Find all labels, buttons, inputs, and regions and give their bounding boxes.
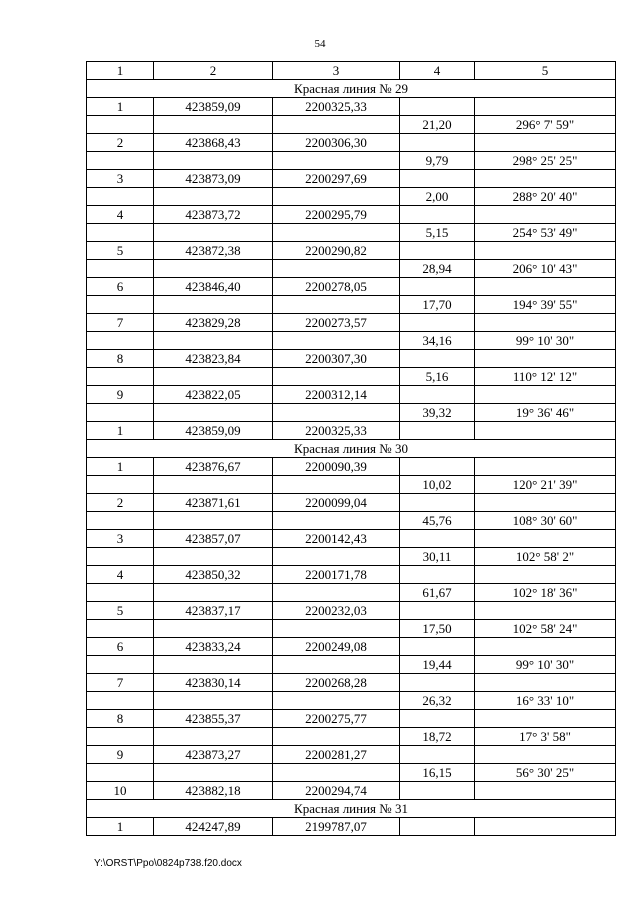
table-cell bbox=[273, 476, 400, 494]
table-row bbox=[87, 566, 616, 584]
table-cell bbox=[154, 152, 273, 170]
table-row bbox=[87, 332, 616, 350]
table-cell bbox=[273, 728, 400, 746]
table-row bbox=[87, 782, 616, 800]
table-cell: 423837,17 bbox=[154, 602, 273, 620]
table-cell: 423872,38 bbox=[154, 242, 273, 260]
table-row bbox=[87, 746, 616, 764]
table-cell: 298° 25' 25" bbox=[475, 152, 616, 170]
table-cell: 2200232,03 bbox=[273, 602, 400, 620]
table-row bbox=[87, 422, 616, 440]
table-row bbox=[87, 530, 616, 548]
table-cell bbox=[154, 368, 273, 386]
table-cell bbox=[273, 656, 400, 674]
header-cell: 1 bbox=[87, 62, 154, 80]
table-cell: 102° 58' 24" bbox=[475, 620, 616, 638]
table-cell bbox=[154, 548, 273, 566]
table-row bbox=[87, 260, 616, 278]
table-row bbox=[87, 386, 616, 404]
table-cell bbox=[273, 404, 400, 422]
table-cell: 16° 33' 10" bbox=[475, 692, 616, 710]
table-cell bbox=[400, 638, 475, 656]
table-cell bbox=[87, 188, 154, 206]
table-cell: 99° 10' 30" bbox=[475, 656, 616, 674]
table-cell bbox=[273, 620, 400, 638]
table-cell: 2200306,30 bbox=[273, 134, 400, 152]
table-cell bbox=[475, 134, 616, 152]
table-cell: 7 bbox=[87, 674, 154, 692]
section-title-row bbox=[87, 80, 616, 98]
table-cell bbox=[400, 350, 475, 368]
table-cell: 2200295,79 bbox=[273, 206, 400, 224]
header-cell: 4 bbox=[400, 62, 475, 80]
table-cell: 2200142,43 bbox=[273, 530, 400, 548]
table-cell: 110° 12' 12" bbox=[475, 368, 616, 386]
table-cell: 8 bbox=[87, 350, 154, 368]
table-cell: 194° 39' 55" bbox=[475, 296, 616, 314]
table-row bbox=[87, 620, 616, 638]
table-cell bbox=[400, 674, 475, 692]
table-cell: 9 bbox=[87, 746, 154, 764]
header-cell: 5 bbox=[475, 62, 616, 80]
table-row bbox=[87, 584, 616, 602]
table-row bbox=[87, 764, 616, 782]
coordinates-table bbox=[86, 61, 616, 836]
table-cell: 17,70 bbox=[400, 296, 475, 314]
table-cell: 2200325,33 bbox=[273, 98, 400, 116]
table-cell bbox=[475, 494, 616, 512]
table-cell bbox=[475, 206, 616, 224]
table-cell: 16,15 bbox=[400, 764, 475, 782]
table-cell bbox=[87, 152, 154, 170]
table-cell: 2200275,77 bbox=[273, 710, 400, 728]
table-cell: 7 bbox=[87, 314, 154, 332]
table-cell bbox=[400, 710, 475, 728]
table-cell bbox=[87, 548, 154, 566]
table-cell bbox=[400, 746, 475, 764]
table-cell bbox=[154, 260, 273, 278]
section-title: Красная линия № 30 bbox=[87, 440, 616, 458]
table-cell bbox=[475, 782, 616, 800]
table-cell: 2200325,33 bbox=[273, 422, 400, 440]
table-cell bbox=[475, 638, 616, 656]
table-cell bbox=[273, 188, 400, 206]
table-cell: 17° 3' 58" bbox=[475, 728, 616, 746]
table-cell bbox=[475, 566, 616, 584]
table-cell: 18,72 bbox=[400, 728, 475, 746]
table-cell bbox=[475, 674, 616, 692]
table-cell: 9 bbox=[87, 386, 154, 404]
table-cell bbox=[273, 260, 400, 278]
table-cell bbox=[154, 188, 273, 206]
table-cell bbox=[87, 584, 154, 602]
table-cell: 423829,28 bbox=[154, 314, 273, 332]
table-cell bbox=[475, 170, 616, 188]
table-cell bbox=[273, 548, 400, 566]
table-row bbox=[87, 116, 616, 134]
table-cell: 26,32 bbox=[400, 692, 475, 710]
table-cell bbox=[273, 692, 400, 710]
table-row bbox=[87, 278, 616, 296]
table-row bbox=[87, 98, 616, 116]
table-cell: 10 bbox=[87, 782, 154, 800]
table-cell: 2200171,78 bbox=[273, 566, 400, 584]
table-cell: 17,50 bbox=[400, 620, 475, 638]
table-cell bbox=[154, 404, 273, 422]
table-cell: 3 bbox=[87, 530, 154, 548]
table-cell: 6 bbox=[87, 278, 154, 296]
table-cell bbox=[87, 656, 154, 674]
table-row bbox=[87, 296, 616, 314]
table-cell: 8 bbox=[87, 710, 154, 728]
table-row bbox=[87, 818, 616, 836]
table-row bbox=[87, 512, 616, 530]
table-cell: 423876,67 bbox=[154, 458, 273, 476]
table-cell bbox=[154, 692, 273, 710]
table-row bbox=[87, 710, 616, 728]
table-cell bbox=[400, 386, 475, 404]
table-row bbox=[87, 170, 616, 188]
table-cell: 4 bbox=[87, 566, 154, 584]
table-row bbox=[87, 368, 616, 386]
table-cell bbox=[87, 224, 154, 242]
table-cell: 3 bbox=[87, 170, 154, 188]
table-cell bbox=[400, 566, 475, 584]
table-cell: 61,67 bbox=[400, 584, 475, 602]
section-title-row bbox=[87, 440, 616, 458]
table-row bbox=[87, 350, 616, 368]
table-cell: 2200268,28 bbox=[273, 674, 400, 692]
table-cell: 2200281,27 bbox=[273, 746, 400, 764]
table-cell bbox=[154, 620, 273, 638]
table-cell: 5,16 bbox=[400, 368, 475, 386]
table-cell: 1 bbox=[87, 98, 154, 116]
table-cell: 30,11 bbox=[400, 548, 475, 566]
table-cell bbox=[87, 476, 154, 494]
section-title: Красная линия № 31 bbox=[87, 800, 616, 818]
table-row bbox=[87, 656, 616, 674]
table-cell bbox=[273, 584, 400, 602]
table-cell bbox=[273, 224, 400, 242]
table-cell: 34,16 bbox=[400, 332, 475, 350]
table-cell: 45,76 bbox=[400, 512, 475, 530]
table-cell: 102° 58' 2" bbox=[475, 548, 616, 566]
table-cell: 1 bbox=[87, 422, 154, 440]
header-cell: 2 bbox=[154, 62, 273, 80]
table-cell bbox=[273, 764, 400, 782]
table-cell bbox=[400, 170, 475, 188]
table-cell bbox=[475, 278, 616, 296]
table-cell bbox=[154, 296, 273, 314]
table-cell bbox=[154, 116, 273, 134]
table-cell: 2 bbox=[87, 134, 154, 152]
table-cell: 39,32 bbox=[400, 404, 475, 422]
table-cell: 423822,05 bbox=[154, 386, 273, 404]
table-cell bbox=[273, 296, 400, 314]
table-cell bbox=[475, 602, 616, 620]
table-body bbox=[87, 62, 616, 836]
table-row bbox=[87, 314, 616, 332]
table-cell: 4 bbox=[87, 206, 154, 224]
table-cell: 2200273,57 bbox=[273, 314, 400, 332]
table-cell bbox=[475, 818, 616, 836]
table-cell bbox=[154, 764, 273, 782]
table-row bbox=[87, 674, 616, 692]
table-cell bbox=[475, 458, 616, 476]
table-cell: 2200249,08 bbox=[273, 638, 400, 656]
table-cell: 2200297,69 bbox=[273, 170, 400, 188]
table-cell bbox=[400, 134, 475, 152]
table-cell: 19° 36' 46" bbox=[475, 404, 616, 422]
table-cell bbox=[400, 458, 475, 476]
table-cell: 423823,84 bbox=[154, 350, 273, 368]
table-row bbox=[87, 242, 616, 260]
table-cell bbox=[273, 512, 400, 530]
section-title-row bbox=[87, 800, 616, 818]
table-cell: 423857,07 bbox=[154, 530, 273, 548]
table-cell bbox=[273, 368, 400, 386]
table-cell: 423871,61 bbox=[154, 494, 273, 512]
table-cell bbox=[154, 728, 273, 746]
table-cell: 423873,27 bbox=[154, 746, 273, 764]
table-cell bbox=[273, 332, 400, 350]
table-row bbox=[87, 134, 616, 152]
table-cell: 21,20 bbox=[400, 116, 475, 134]
table-cell bbox=[154, 332, 273, 350]
table-cell bbox=[154, 476, 273, 494]
table-cell bbox=[154, 512, 273, 530]
table-cell bbox=[400, 530, 475, 548]
table-cell bbox=[475, 530, 616, 548]
table-cell bbox=[400, 818, 475, 836]
table-cell bbox=[273, 152, 400, 170]
header-cell: 3 bbox=[273, 62, 400, 80]
table-row bbox=[87, 548, 616, 566]
table-cell bbox=[475, 386, 616, 404]
table-cell bbox=[154, 224, 273, 242]
table-cell bbox=[87, 260, 154, 278]
table-cell: 2 bbox=[87, 494, 154, 512]
table-row bbox=[87, 152, 616, 170]
table-cell: 423868,43 bbox=[154, 134, 273, 152]
table-row bbox=[87, 476, 616, 494]
table-cell bbox=[87, 404, 154, 422]
table-cell bbox=[400, 278, 475, 296]
table-cell bbox=[273, 116, 400, 134]
table-cell: 2200090,39 bbox=[273, 458, 400, 476]
table-cell bbox=[87, 332, 154, 350]
table-cell: 296° 7' 59" bbox=[475, 116, 616, 134]
table-row bbox=[87, 602, 616, 620]
table-cell: 2200099,04 bbox=[273, 494, 400, 512]
table-cell: 423846,40 bbox=[154, 278, 273, 296]
table-row bbox=[87, 206, 616, 224]
table-cell: 2200294,74 bbox=[273, 782, 400, 800]
table-cell: 423873,72 bbox=[154, 206, 273, 224]
table-cell: 5,15 bbox=[400, 224, 475, 242]
table-row bbox=[87, 224, 616, 242]
table-cell: 56° 30' 25" bbox=[475, 764, 616, 782]
table-cell bbox=[475, 314, 616, 332]
table-cell: 5 bbox=[87, 242, 154, 260]
page-number: 54 bbox=[314, 38, 326, 50]
table-cell: 423882,18 bbox=[154, 782, 273, 800]
table-cell: 2,00 bbox=[400, 188, 475, 206]
table-cell: 99° 10' 30" bbox=[475, 332, 616, 350]
table-cell bbox=[154, 656, 273, 674]
table-row bbox=[87, 188, 616, 206]
table-cell: 423873,09 bbox=[154, 170, 273, 188]
table-cell: 2200307,30 bbox=[273, 350, 400, 368]
table-cell: 2199787,07 bbox=[273, 818, 400, 836]
table-row bbox=[87, 692, 616, 710]
table-cell bbox=[475, 746, 616, 764]
table-row bbox=[87, 638, 616, 656]
table-cell: 108° 30' 60" bbox=[475, 512, 616, 530]
table-cell: 120° 21' 39" bbox=[475, 476, 616, 494]
table-cell: 423830,14 bbox=[154, 674, 273, 692]
table-cell: 423850,32 bbox=[154, 566, 273, 584]
table-cell bbox=[87, 512, 154, 530]
table-cell bbox=[400, 98, 475, 116]
table-cell: 206° 10' 43" bbox=[475, 260, 616, 278]
table-row bbox=[87, 458, 616, 476]
table-cell bbox=[87, 116, 154, 134]
table-cell bbox=[475, 710, 616, 728]
table-cell bbox=[475, 242, 616, 260]
table-row bbox=[87, 404, 616, 422]
table-cell: 9,79 bbox=[400, 152, 475, 170]
table-cell: 28,94 bbox=[400, 260, 475, 278]
table-row bbox=[87, 728, 616, 746]
table-cell bbox=[475, 422, 616, 440]
table-cell: 102° 18' 36" bbox=[475, 584, 616, 602]
table-cell: 2200290,82 bbox=[273, 242, 400, 260]
table-cell: 423859,09 bbox=[154, 422, 273, 440]
table-row bbox=[87, 494, 616, 512]
table-cell: 423855,37 bbox=[154, 710, 273, 728]
table-cell: 288° 20' 40" bbox=[475, 188, 616, 206]
table-cell: 2200278,05 bbox=[273, 278, 400, 296]
table-cell: 254° 53' 49" bbox=[475, 224, 616, 242]
table-cell bbox=[87, 728, 154, 746]
table-cell bbox=[400, 602, 475, 620]
table-cell bbox=[400, 242, 475, 260]
table-cell: 10,02 bbox=[400, 476, 475, 494]
table-cell bbox=[87, 764, 154, 782]
table-cell: 423833,24 bbox=[154, 638, 273, 656]
table-cell bbox=[400, 314, 475, 332]
table-cell: 5 bbox=[87, 602, 154, 620]
table-cell bbox=[475, 98, 616, 116]
table-cell bbox=[400, 422, 475, 440]
table-cell: 2200312,14 bbox=[273, 386, 400, 404]
table-cell bbox=[400, 206, 475, 224]
footer-file-path: Y:\ORST\Ppo\0824p738.f20.docx bbox=[94, 858, 242, 869]
table-cell: 1 bbox=[87, 458, 154, 476]
table-cell bbox=[87, 620, 154, 638]
section-title: Красная линия № 29 bbox=[87, 80, 616, 98]
table-cell: 423859,09 bbox=[154, 98, 273, 116]
table-cell: 19,44 bbox=[400, 656, 475, 674]
table-cell bbox=[475, 350, 616, 368]
table-cell bbox=[87, 296, 154, 314]
table-cell: 424247,89 bbox=[154, 818, 273, 836]
table-cell: 6 bbox=[87, 638, 154, 656]
table-cell bbox=[87, 692, 154, 710]
table-cell: 1 bbox=[87, 818, 154, 836]
table-cell bbox=[400, 494, 475, 512]
table-cell bbox=[154, 584, 273, 602]
table-cell bbox=[400, 782, 475, 800]
table-cell bbox=[87, 368, 154, 386]
header-row bbox=[87, 62, 616, 80]
